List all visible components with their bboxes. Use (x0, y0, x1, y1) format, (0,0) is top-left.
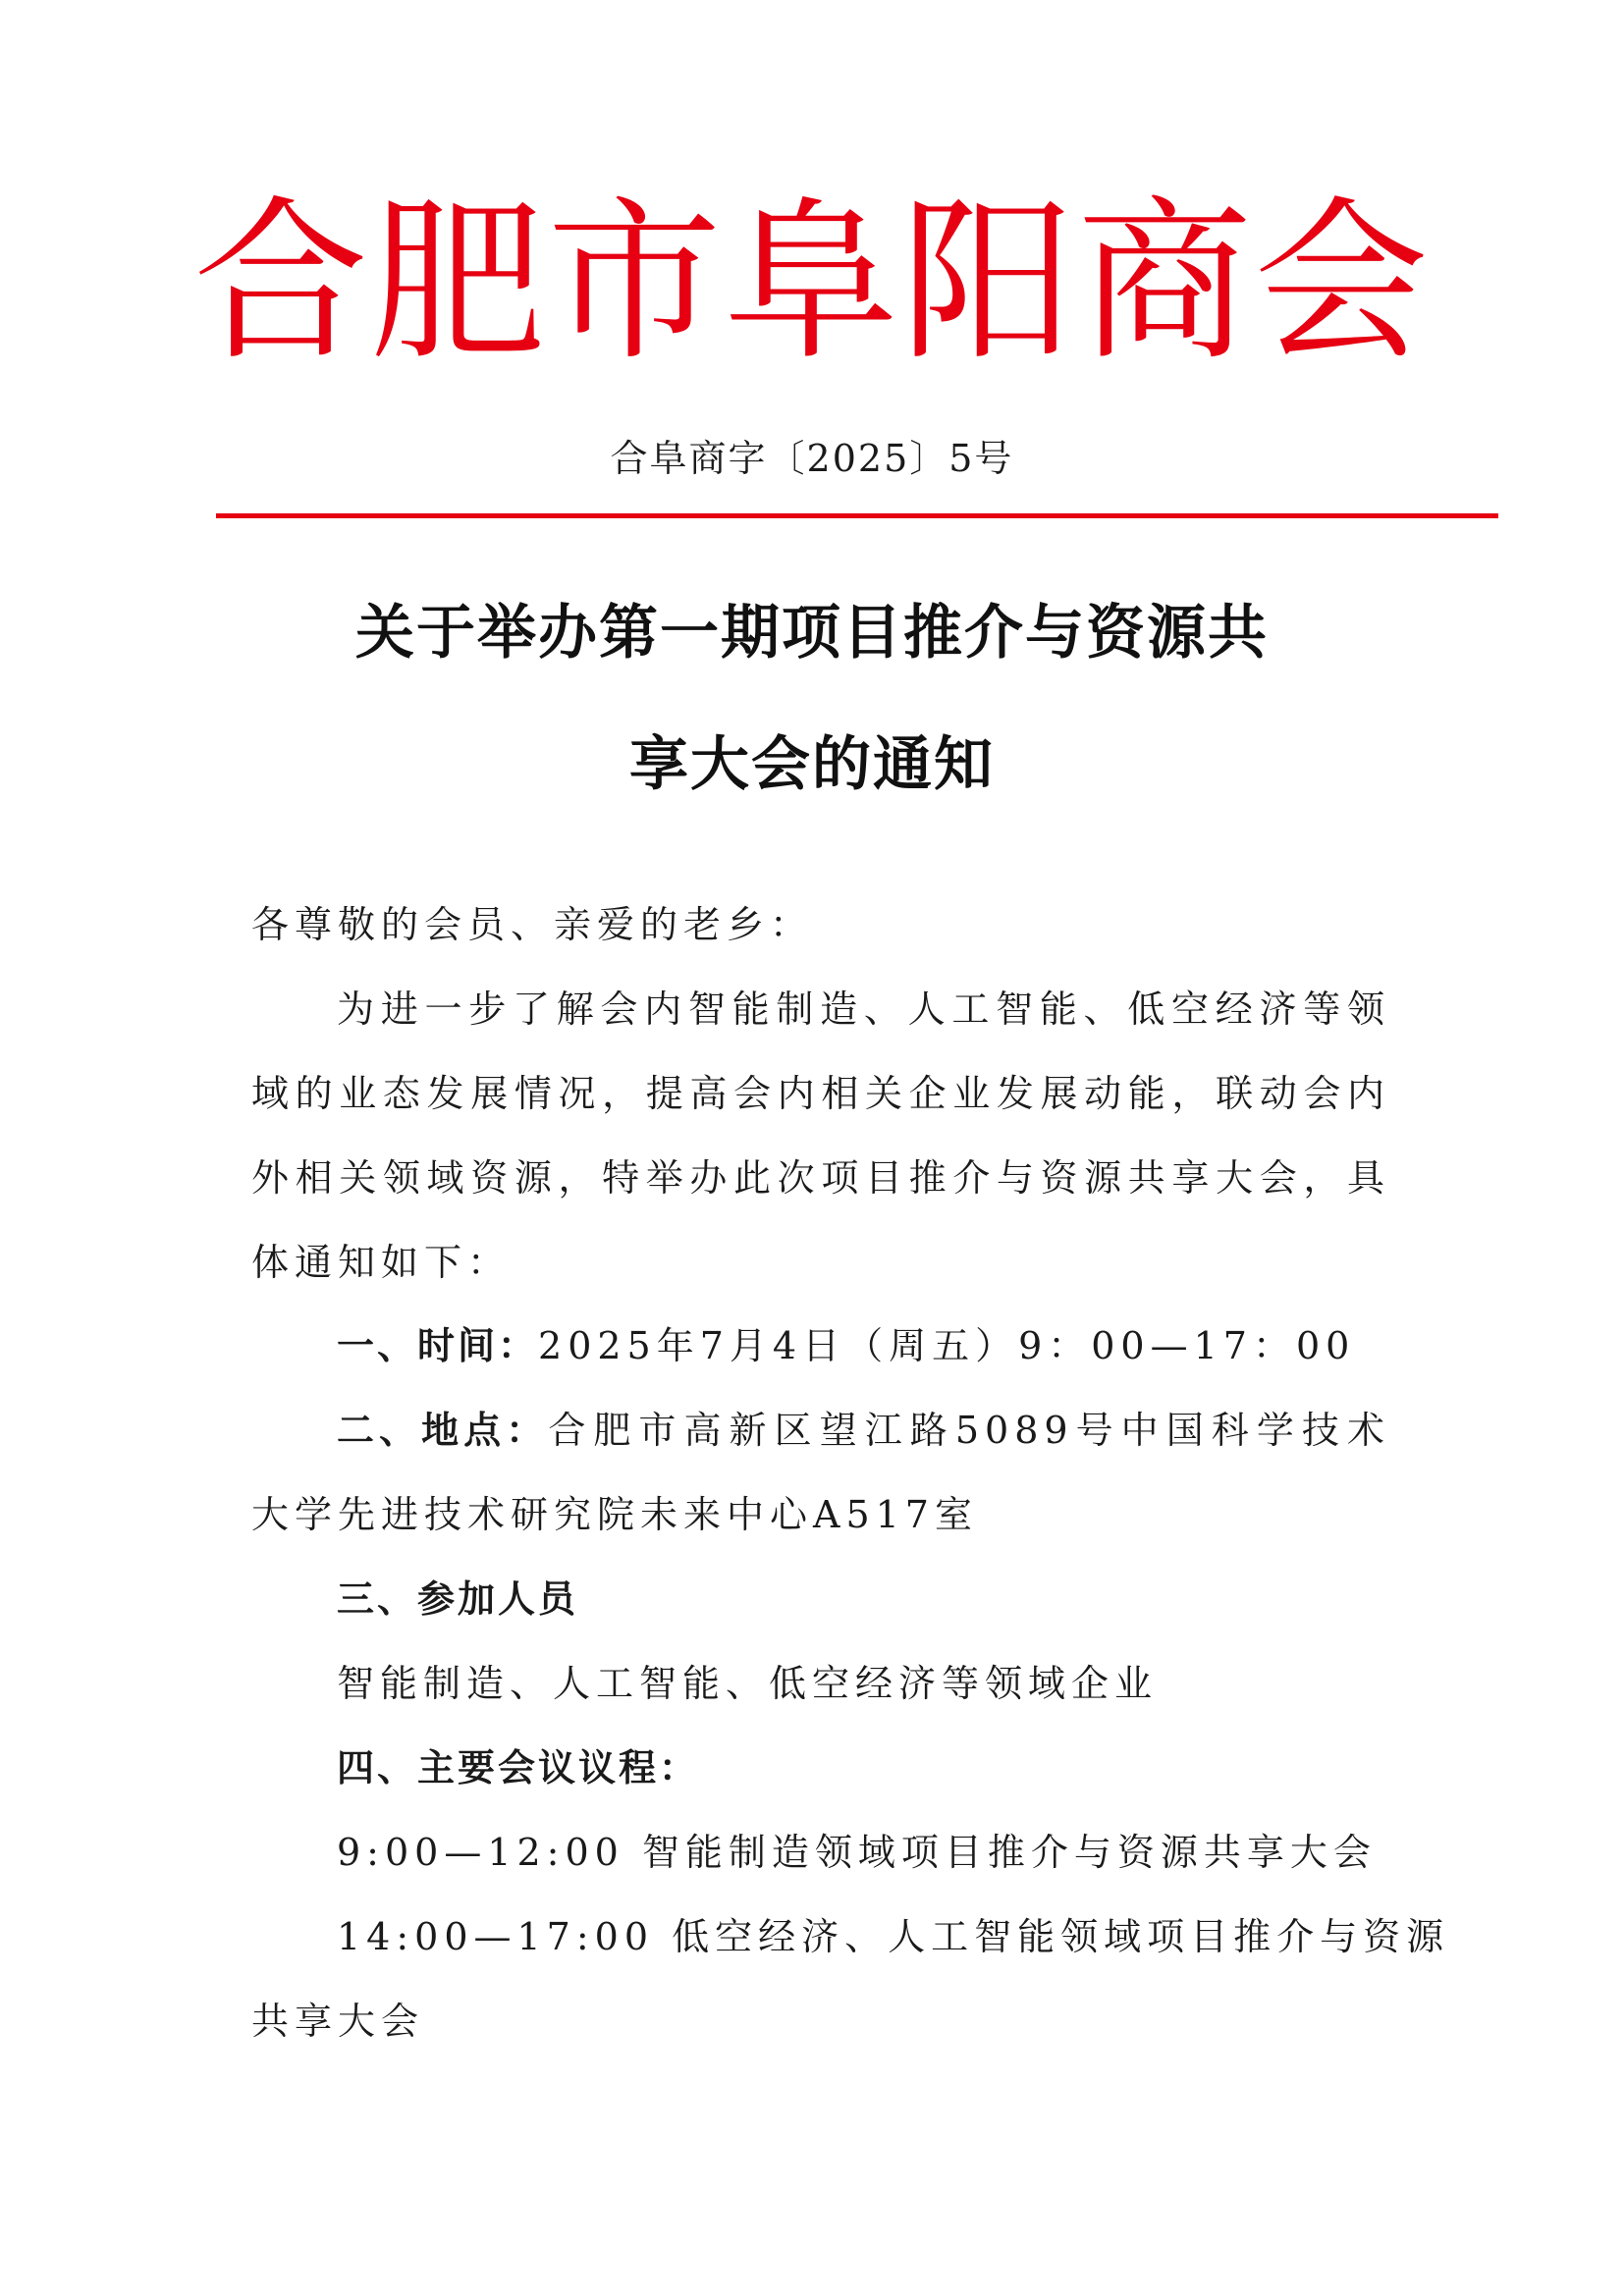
organization-name-header: 合肥市阜阳商会 (193, 181, 1431, 384)
document-number: 合阜商字〔2025〕5号 (610, 437, 1014, 480)
intro-line-1: 为进一步了解会内智能制造、人工智能、低空经济等领 (337, 988, 1390, 1031)
document-title-line-1: 关于举办第一期项目推介与资源共 (355, 599, 1269, 667)
intro-line-3: 外相关领域资源，特举办此次项目推介与资源共享大会，具 (251, 1156, 1390, 1200)
document-title-line-2: 享大会的通知 (629, 730, 995, 799)
location-value-line-1: 合肥市高新区望江路5089号中国科学技术 (548, 1409, 1390, 1452)
intro-line-2: 域的业态发展情况，提高会内相关企业发展动能，联动会内 (251, 1072, 1390, 1115)
agenda-item-1: 9:00—12:00 智能制造领域项目推介与资源共享大会 (337, 1831, 1377, 1874)
participants-value: 智能制造、人工智能、低空经济等领域企业 (337, 1662, 1159, 1705)
time-item (337, 1318, 1390, 1373)
agenda-item-2-line-1: 14:00—17:00 低空经济、人工智能领域项目推介与资源 (337, 1915, 1450, 1958)
participants-label: 三、参加人员 (337, 1577, 579, 1621)
salutation: 各尊敬的会员、亲爱的老乡： (251, 903, 814, 946)
agenda-item-2-line-2: 共享大会 (251, 2000, 425, 2043)
location-label: 二、地点： (337, 1409, 549, 1452)
location-item (337, 1403, 1390, 1458)
time-label: 一、时间： (337, 1324, 539, 1367)
header-divider-line (216, 513, 1498, 518)
location-value-line-2: 大学先进技术研究院未来中心A517室 (251, 1493, 978, 1536)
agenda-label: 四、主要会议议程： (337, 1746, 700, 1789)
time-value: 2025年7月4日（周五）9：00—17：00 (538, 1324, 1356, 1367)
intro-line-4: 体通知如下： (251, 1241, 512, 1284)
